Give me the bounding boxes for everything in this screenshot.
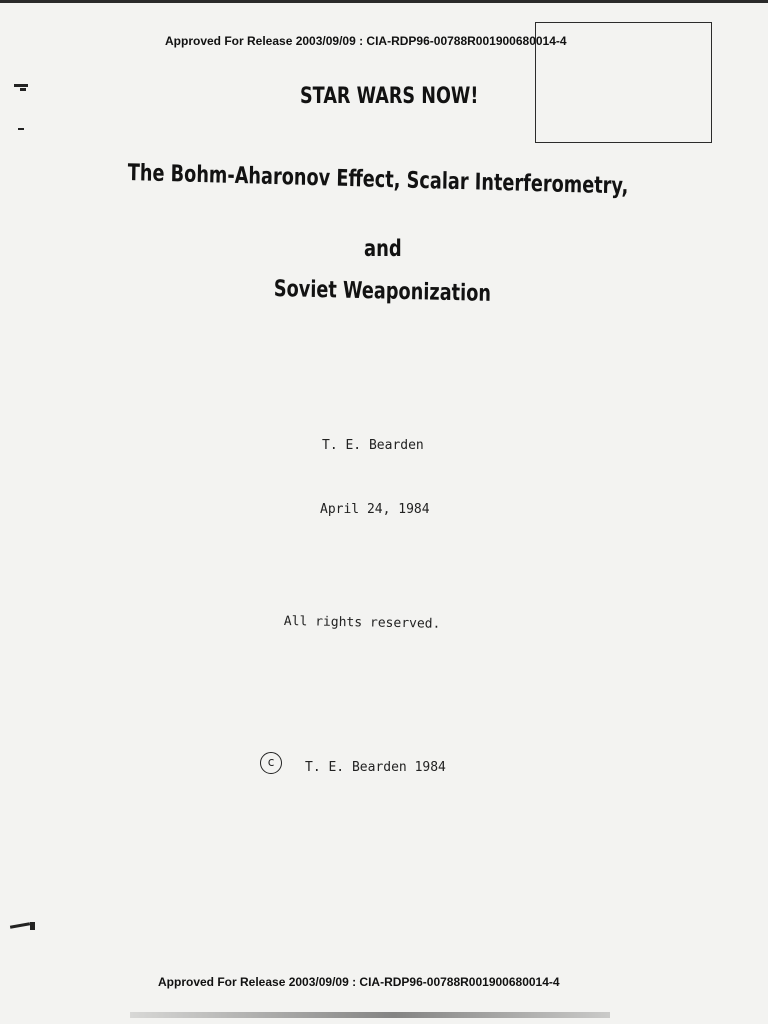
rights-notice: All rights reserved. — [283, 614, 441, 632]
subtitle-line-2: and — [364, 236, 402, 262]
copyright-icon: c — [260, 752, 282, 774]
author-name: T. E. Bearden — [322, 438, 424, 453]
release-footer: Approved For Release 2003/09/09 : CIA-RDP96-00788R001900680014-4 — [158, 975, 560, 989]
document-date: April 24, 1984 — [320, 502, 430, 517]
release-header: Approved For Release 2003/09/09 : CIA-RDP96-00788R001900680014-4 — [165, 34, 567, 48]
scan-mark-1 — [14, 84, 28, 87]
subtitle-line-3: Soviet Weaponization — [273, 276, 492, 307]
subtitle-line-1: The Bohm-Aharonov Effect, Scalar Interferometry, — [127, 160, 629, 200]
scan-mark-5 — [30, 922, 35, 930]
stamp-box — [535, 22, 712, 143]
scan-mark-3 — [18, 128, 24, 130]
scan-noise-strip — [130, 1012, 610, 1018]
main-title: STAR WARS NOW! — [300, 84, 479, 109]
copyright-line: T. E. Bearden 1984 — [305, 760, 446, 775]
scan-mark-4 — [10, 922, 30, 928]
scan-mark-2 — [20, 88, 26, 91]
top-border-line — [0, 0, 768, 3]
